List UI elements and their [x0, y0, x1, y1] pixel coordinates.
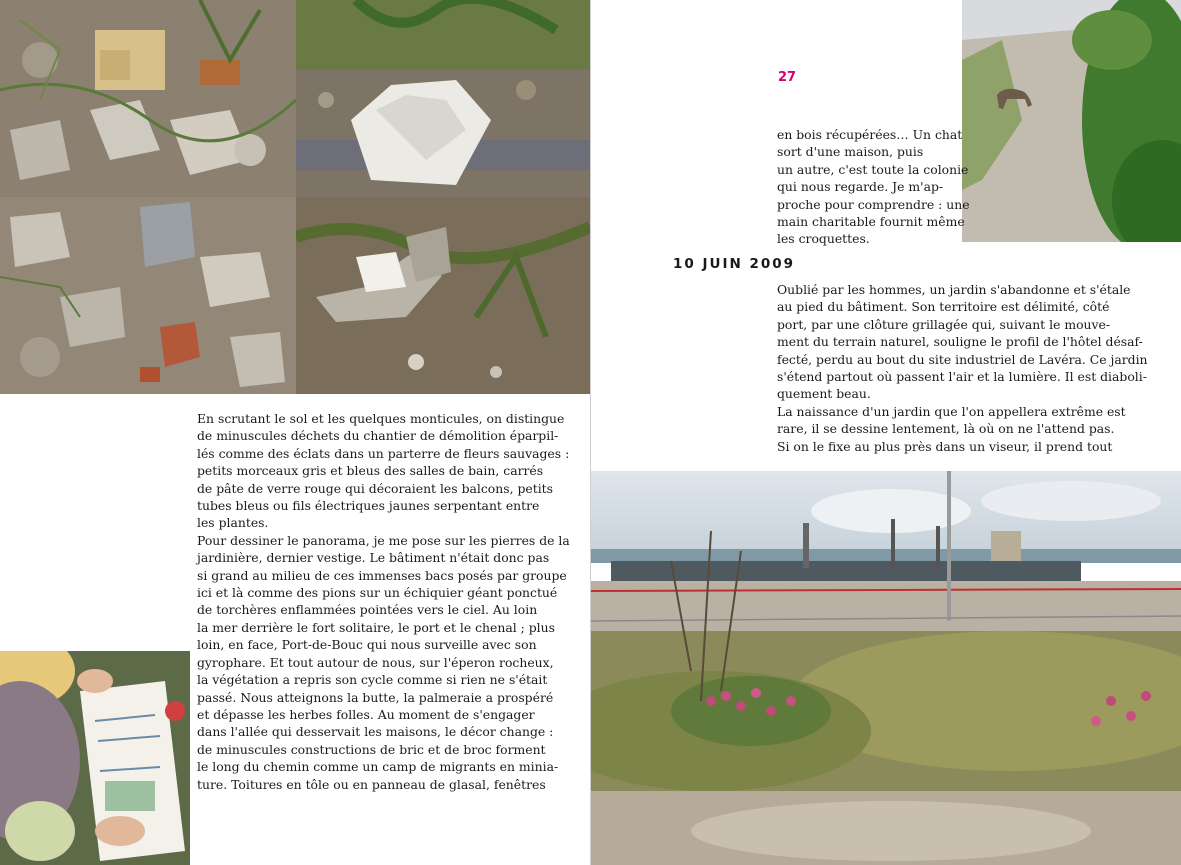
text-line: port, par une clôture grillagée qui, suivant le mouve-	[777, 316, 1111, 332]
text-line: ici et là comme des pions sur un échiquier géant ponctué	[197, 585, 558, 601]
text-line: Oublié par les hommes, un jardin s'abandonne et s'étale	[777, 282, 1131, 297]
text-line: En scrutant le sol et les quelques monticules, on distingue	[197, 411, 565, 426]
text-line: main charitable fournit même	[777, 214, 965, 230]
text-line: s'étend partout où passent l'air et la lumière. Il est diaboli-	[777, 369, 1147, 385]
text-block-top-right	[777, 126, 970, 248]
text-line: quement beau.	[777, 386, 871, 402]
text-line: la végétation a repris son cycle comme si rien ne s'était	[197, 672, 548, 688]
text-line: sort d'une maison, puis	[777, 144, 924, 160]
text-line: fecté, perdu au bout du site industriel de Lavéra. Ce jardin	[777, 351, 1148, 367]
text-line: tubes bleus ou fils électriques jaunes serpentant entre	[197, 498, 540, 514]
text-line: loin, en face, Port-de-Bouc qui nous surveille avec son	[197, 637, 537, 653]
text-line: La naissance d'un jardin que l'on appellera extrême est	[777, 403, 1126, 419]
text-line: de pâte de verre rouge qui décoraient les balcons, petits	[197, 480, 554, 496]
page-number: 27	[778, 70, 797, 85]
text-line: Pour dessiner le panorama, je me pose sur les pierres de la	[197, 532, 570, 548]
photo-white-gravel-rock	[296, 0, 590, 197]
text-line: ment du terrain naturel, souligne le profil de l'hôtel désaf-	[777, 334, 1143, 350]
text-line: passé. Nous atteignons la butte, la palmeraie a prospéré	[197, 689, 554, 705]
text-line: lés comme des éclats dans un parterre de fleurs sauvages :	[197, 445, 570, 461]
photo-rubble-tiles	[0, 0, 296, 197]
text-line: si grand au milieu de ces immenses bacs posés par groupe	[197, 567, 567, 583]
photo-stones-tile	[0, 197, 296, 394]
text-line: Si on le fixe au plus près dans un viseur, il prend tout	[777, 438, 1113, 454]
text-line: de minuscules constructions de bric et de broc forment	[197, 741, 546, 757]
text-line: proche pour comprendre : une	[777, 196, 970, 212]
text-line: jardinière, dernier vestige. Le bâtiment n'était donc pas	[197, 550, 550, 566]
text-line: de torchères enflammées pointées vers le ciel. Au loin	[197, 602, 538, 618]
text-line: les croquettes.	[777, 231, 870, 247]
text-block-left	[197, 410, 570, 793]
text-line: et dépasse les herbes folles. Au moment de s'engager	[197, 706, 535, 722]
text-line: ture. Toitures en tôle ou en panneau de glasal, fenêtres	[197, 776, 546, 792]
photo-person-sketching	[0, 651, 190, 865]
text-line: rare, il se dessine lentement, là où on ne l'attend pas.	[777, 421, 1115, 437]
text-line: les plantes.	[197, 515, 269, 531]
text-line: gyrophare. Et tout autour de nous, sur l'éperon rocheux,	[197, 654, 554, 670]
photo-cat-path	[962, 0, 1181, 242]
text-line: le long du chemin comme un camp de migrants en minia-	[197, 759, 559, 775]
text-line: qui nous regarde. Je m'ap-	[777, 179, 944, 195]
photo-broken-tile-grass	[296, 197, 590, 394]
text-line: la mer derrière le fort solitaire, le port et le chenal ; plus	[197, 619, 555, 635]
text-line: dans l'allée qui desservait les maisons, le décor change :	[197, 724, 554, 740]
page-gutter	[590, 0, 591, 865]
text-line: de minuscules déchets du chantier de démolition éparpil-	[197, 428, 559, 444]
text-line: en bois récupérées… Un chat	[777, 127, 963, 142]
text-line: petits morceaux gris et bleus des salles de bain, carrés	[197, 463, 544, 479]
text-line: un autre, c'est toute la colonie	[777, 161, 969, 177]
text-line: au pied du bâtiment. Son territoire est délimité, côté	[777, 299, 1110, 315]
text-block-right	[777, 281, 1148, 455]
photo-industrial-garden	[591, 471, 1181, 865]
date-heading: 10 JUIN 2009	[673, 256, 796, 272]
